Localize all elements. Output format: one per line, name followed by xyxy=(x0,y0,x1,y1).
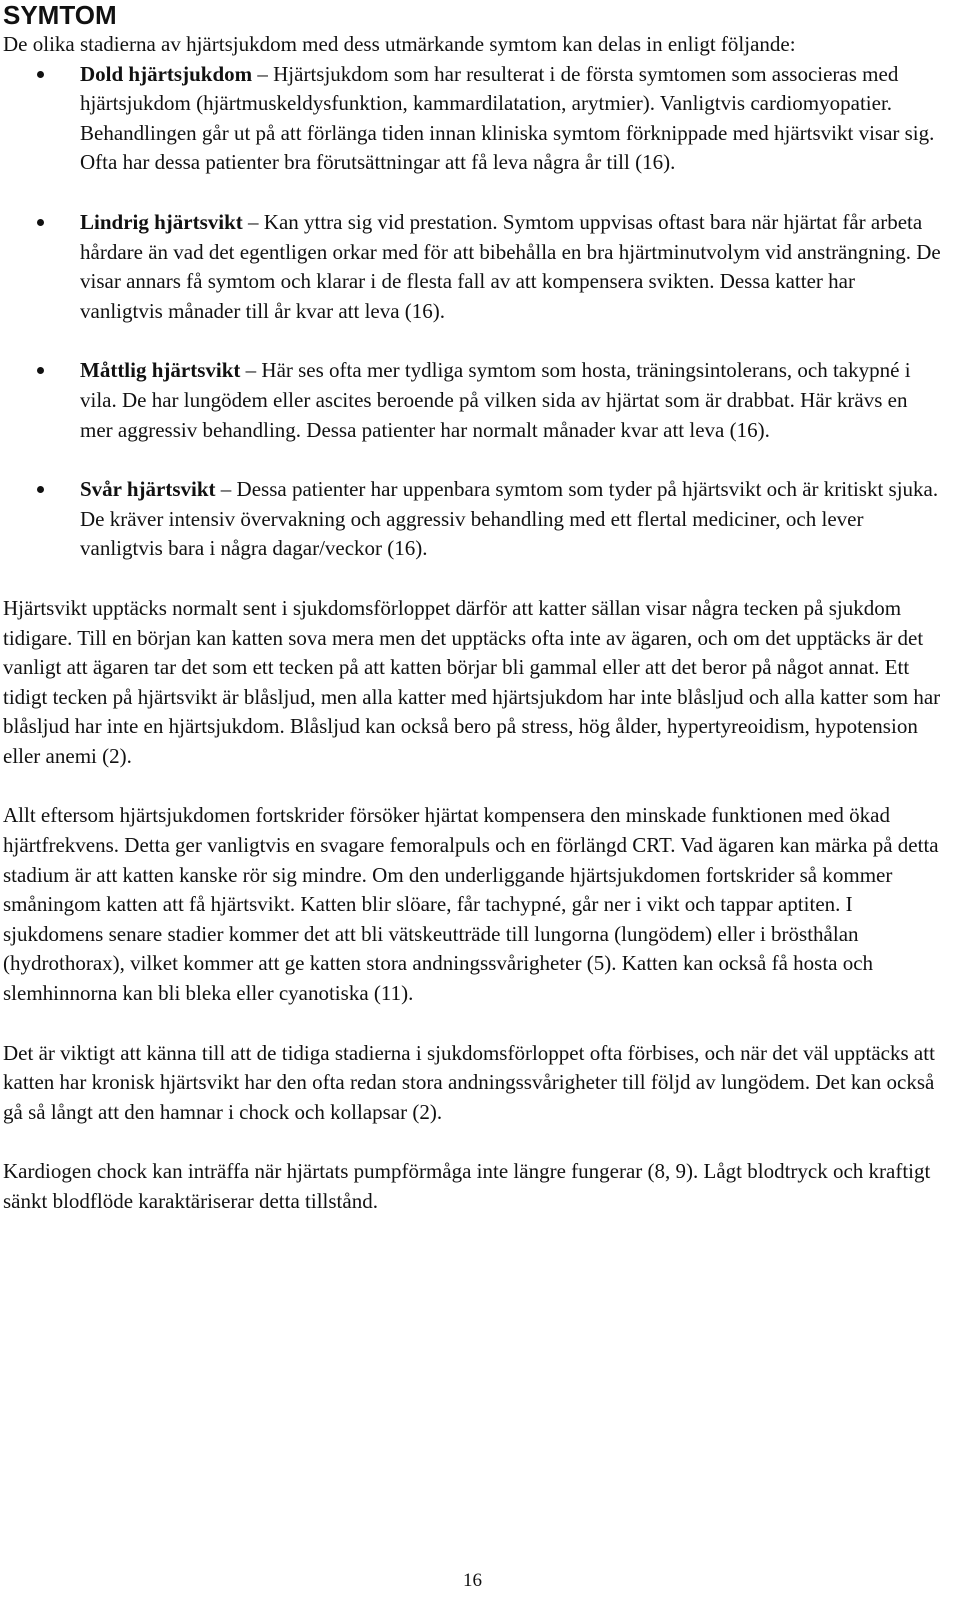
bullet-icon xyxy=(37,71,44,78)
list-item xyxy=(3,60,943,178)
stage-text: – Hjärtsjukdom som har resulterat i de första symtomen som associeras med hjärtsjukdom (hjärtmuskeldysfunktion, kammardilatation, arytmier). Vanligtvis cardiomyopatier. Behandlingen går ut på att förlänga tiden innan kliniska symtom förknippade med hjärtsvikt visar sig. Ofta har dessa patienter bra förutsättningar att få leva några år till (16). xyxy=(80,61,935,175)
list-item xyxy=(3,208,943,326)
stage-term: Svår hjärtsvikt xyxy=(80,477,216,502)
stage-term: Dold hjärtsjukdom xyxy=(80,61,253,86)
bullet-icon xyxy=(37,486,44,493)
section-heading: SYMTOM xyxy=(3,0,117,30)
body-paragraph: Hjärtsvikt upptäcks normalt sent i sjukdomsförloppet därför att katter sällan visar några tecken på sjukdom tidigare. Till en början kan katten sova mera men det upptäcks ofta inte av ägaren, och om det upptäcks är det vanligt att ägaren tar det som ett tecken på att katten börjar bli gammal eller att det beror på något annat. Ett tidigt tecken på hjärtsvikt är blåsljud, men alla katter med hjärtsjukdom har inte blåsljud och alla katter som har blåsljud har inte en hjärtsjukdom. Blåsljud kan också bero på stress, hög ålder, hypertyreoidism, hypotension eller anemi (2). xyxy=(3,595,941,768)
stage-term: Lindrig hjärtsvikt xyxy=(80,209,243,234)
page-number: 16 xyxy=(463,1570,482,1591)
bullet-icon xyxy=(37,367,44,374)
stage-term: Måttlig hjärtsvikt xyxy=(80,358,241,383)
stage-list xyxy=(3,60,943,564)
intro-paragraph: De olika stadierna av hjärtsjukdom med dess utmärkande symtom kan delas in enligt följande: xyxy=(3,32,796,56)
document-page xyxy=(3,0,943,1247)
bullet-icon xyxy=(37,219,44,226)
list-item xyxy=(3,475,943,564)
list-item xyxy=(3,356,943,445)
body-paragraph: Det är viktigt att känna till att de tidiga stadierna i sjukdomsförloppet ofta förbises, och när det väl upptäcks att katten har kronisk hjärtsvikt har den ofta redan stora andningssvårigheter till följd av lungödem. Det kan också gå så långt att den hamnar i chock och kollapsar (2). xyxy=(3,1040,935,1124)
stage-text: – Här ses ofta mer tydliga symtom som hosta, träningsintolerans, och takypné i vila. De har lungödem eller ascites beroende på vilken sida av hjärtat som är drabbat. Här krävs en mer aggressiv behandling. Dessa patienter har normalt månader kvar att leva (16). xyxy=(80,358,911,442)
body-paragraph: Allt eftersom hjärtsjukdomen fortskrider försöker hjärtat kompensera den minskade funktionen med ökad hjärtfrekvens. Detta ger vanligtvis en svagare femoralpuls och en förlängd CRT. Vad ägaren kan märka på detta stadium är att katten kanske rör sig mindre. Om den underliggande hjärtsjukdomen fortskrider så kommer småningom katten att få hjärtsvikt. Katten blir slöare, får tachypné, går ner i vikt och tappar aptiten. I sjukdomens senare stadier kommer det att bli vätskeutträde till lungorna (lungödem) eller i brösthålan (hydrothorax), vilket kommer att ge katten stora andningssvårigheter (5). Katten kan också få hosta och slemhinnorna kan bli bleka eller cyanotiska (11). xyxy=(3,803,939,1006)
stage-text: – Kan yttra sig vid prestation. Symtom uppvisas oftast bara när hjärtat får arbeta hårdare än vad det egentligen orkar med för att bibehålla en bra hjärtminutvolym vid ansträngning. De visar annars få symtom och klarar i de flesta fall av att kompensera svikten. Dessa katter har vanligtvis månader till år kvar att leva (16). xyxy=(80,209,941,323)
stage-text: – Dessa patienter har uppenbara symtom som tyder på hjärtsvikt och är kritiskt sjuka. De kräver intensiv övervakning och aggressiv behandling med ett flertal mediciner, och lever vanligtvis bara i några dagar/veckor (16). xyxy=(80,477,939,561)
body-paragraph: Kardiogen chock kan inträffa när hjärtats pumpförmåga inte längre fungerar (8, 9). Lågt blodtryck och kraftigt sänkt blodflöde karaktäriserar detta tillstånd. xyxy=(3,1159,931,1213)
